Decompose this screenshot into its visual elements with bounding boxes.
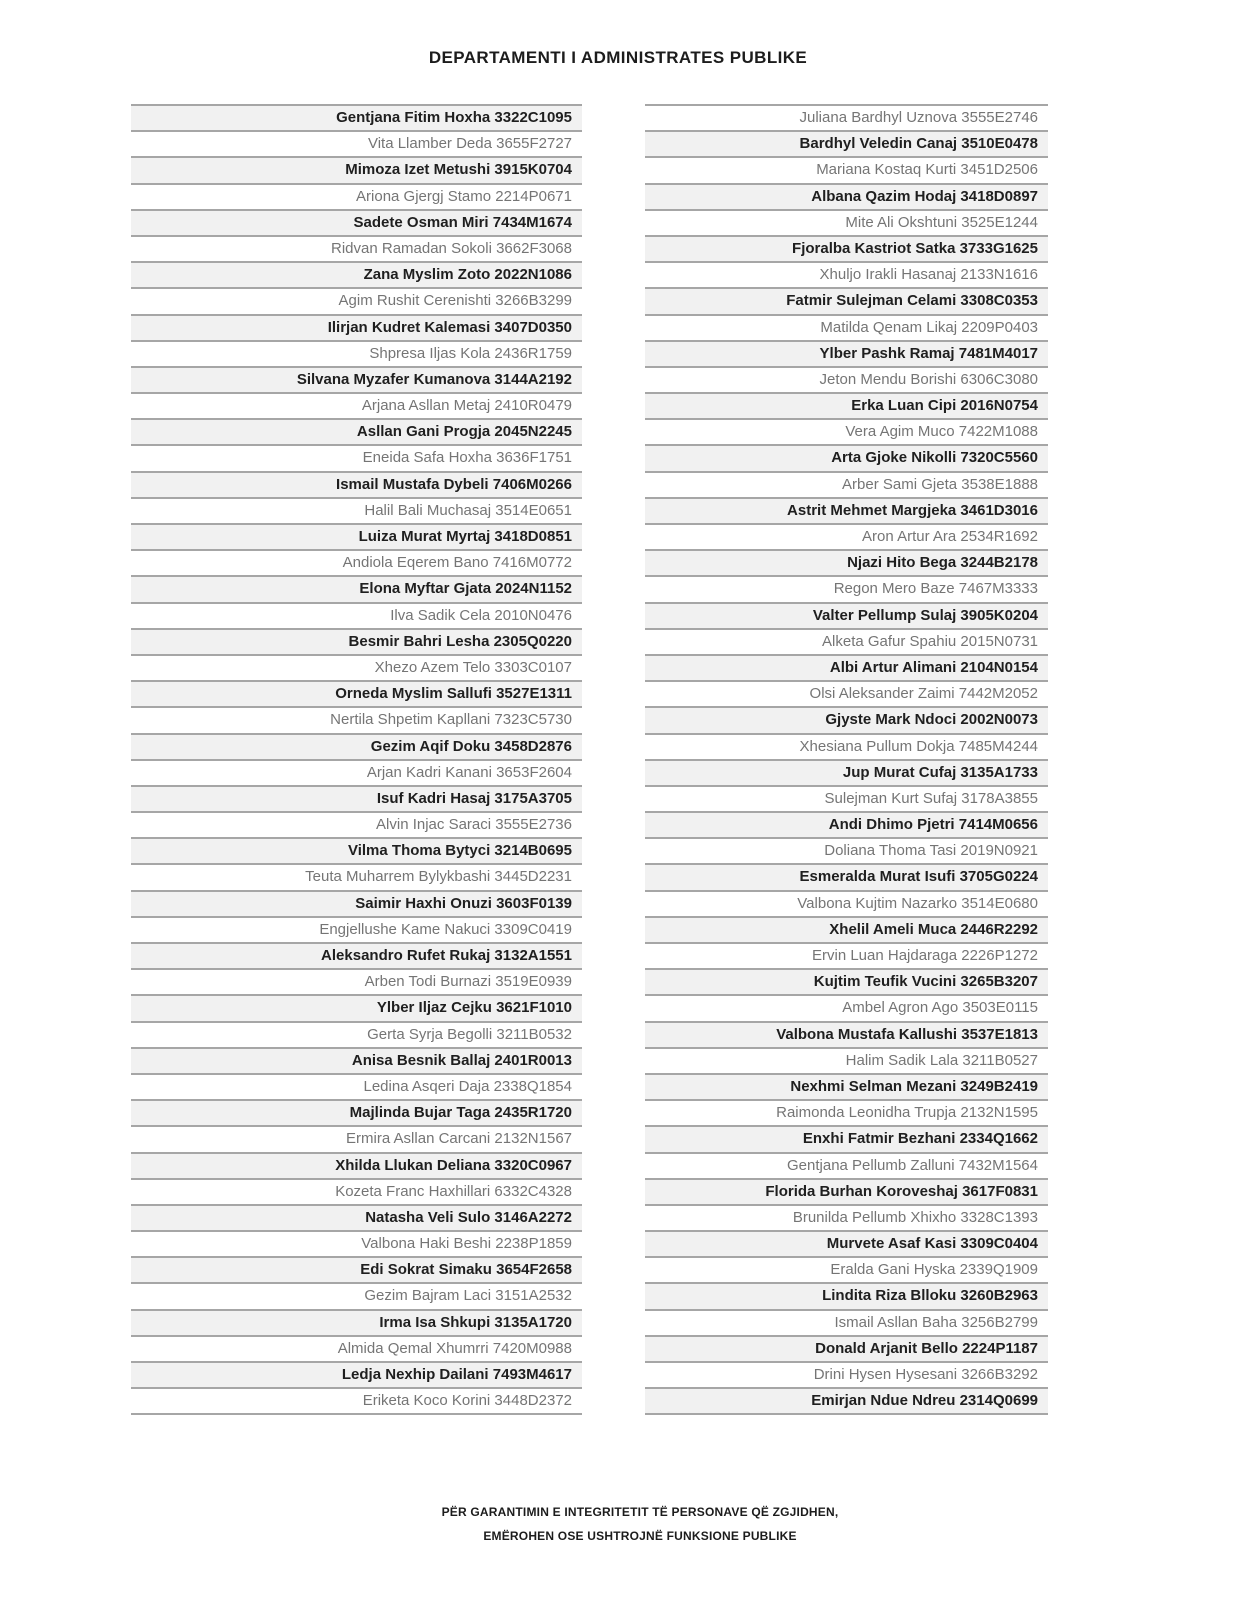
list-item: Vita Llamber Deda 3655F2727 bbox=[131, 132, 582, 158]
list-item: Agim Rushit Cerenishti 3266B3299 bbox=[131, 289, 582, 315]
list-item: Ilirjan Kudret Kalemasi 3407D0350 bbox=[131, 316, 582, 342]
list-item: Orneda Myslim Sallufi 3527E1311 bbox=[131, 682, 582, 708]
list-item: Anisa Besnik Ballaj 2401R0013 bbox=[131, 1049, 582, 1075]
list-item: Njazi Hito Bega 3244B2178 bbox=[645, 551, 1048, 577]
list-item: Silvana Myzafer Kumanova 3144A2192 bbox=[131, 368, 582, 394]
list-item: Irma Isa Shkupi 3135A1720 bbox=[131, 1311, 582, 1337]
list-item: Teuta Muharrem Bylykbashi 3445D2231 bbox=[131, 865, 582, 891]
list-item: Lindita Riza Blloku 3260B2963 bbox=[645, 1284, 1048, 1310]
footer-line-1: PËR GARANTIMIN E INTEGRITETIT TË PERSONAVE QË ZGJIDHEN, bbox=[441, 1505, 839, 1519]
list-item: Asllan Gani Progja 2045N2245 bbox=[131, 420, 582, 446]
list-item: Eneida Safa Hoxha 3636F1751 bbox=[131, 446, 582, 472]
list-item: Eriketa Koco Korini 3448D2372 bbox=[131, 1389, 582, 1415]
list-item: Majlinda Bujar Taga 2435R1720 bbox=[131, 1101, 582, 1127]
list-item: Jup Murat Cufaj 3135A1733 bbox=[645, 761, 1048, 787]
list-item: Raimonda Leonidha Trupja 2132N1595 bbox=[645, 1101, 1048, 1127]
list-item: Gjyste Mark Ndoci 2002N0073 bbox=[645, 708, 1048, 734]
list-item: Florida Burhan Koroveshaj 3617F0831 bbox=[645, 1180, 1048, 1206]
list-item: Edi Sokrat Simaku 3654F2658 bbox=[131, 1258, 582, 1284]
list-item: Mariana Kostaq Kurti 3451D2506 bbox=[645, 158, 1048, 184]
list-item: Ismail Asllan Baha 3256B2799 bbox=[645, 1311, 1048, 1337]
list-item: Donald Arjanit Bello 2224P1187 bbox=[645, 1337, 1048, 1363]
list-item: Saimir Haxhi Onuzi 3603F0139 bbox=[131, 892, 582, 918]
list-item: Aron Artur Ara 2534R1692 bbox=[645, 525, 1048, 551]
list-item: Murvete Asaf Kasi 3309C0404 bbox=[645, 1232, 1048, 1258]
list-item: Ismail Mustafa Dybeli 7406M0266 bbox=[131, 473, 582, 499]
page-title: DEPARTAMENTI I ADMINISTRATES PUBLIKE bbox=[428, 48, 808, 67]
list-item: Xhelil Ameli Muca 2446R2292 bbox=[645, 918, 1048, 944]
list-item: Fjoralba Kastriot Satka 3733G1625 bbox=[645, 237, 1048, 263]
list-item: Ridvan Ramadan Sokoli 3662F3068 bbox=[131, 237, 582, 263]
list-item: Almida Qemal Xhumrri 7420M0988 bbox=[131, 1337, 582, 1363]
name-list-right bbox=[645, 104, 1048, 1415]
list-item: Gezim Aqif Doku 3458D2876 bbox=[131, 735, 582, 761]
list-item: Besmir Bahri Lesha 2305Q0220 bbox=[131, 630, 582, 656]
list-item: Nexhmi Selman Mezani 3249B2419 bbox=[645, 1075, 1048, 1101]
list-item: Ledja Nexhip Dailani 7493M4617 bbox=[131, 1363, 582, 1389]
list-item: Ylber Iljaz Cejku 3621F1010 bbox=[131, 996, 582, 1022]
name-list-left bbox=[131, 104, 582, 1415]
list-item: Juliana Bardhyl Uznova 3555E2746 bbox=[645, 106, 1048, 132]
list-item: Arjan Kadri Kanani 3653F2604 bbox=[131, 761, 582, 787]
list-item: Ledina Asqeri Daja 2338Q1854 bbox=[131, 1075, 582, 1101]
list-item: Luiza Murat Myrtaj 3418D0851 bbox=[131, 525, 582, 551]
list-item: Xhesiana Pullum Dokja 7485M4244 bbox=[645, 735, 1048, 761]
list-item: Vilma Thoma Bytyci 3214B0695 bbox=[131, 839, 582, 865]
list-item: Astrit Mehmet Margjeka 3461D3016 bbox=[645, 499, 1048, 525]
list-item: Arber Sami Gjeta 3538E1888 bbox=[645, 473, 1048, 499]
list-item: Valbona Mustafa Kallushi 3537E1813 bbox=[645, 1023, 1048, 1049]
list-item: Albi Artur Alimani 2104N0154 bbox=[645, 656, 1048, 682]
list-item: Natasha Veli Sulo 3146A2272 bbox=[131, 1206, 582, 1232]
list-item: Ervin Luan Hajdaraga 2226P1272 bbox=[645, 944, 1048, 970]
list-item: Olsi Aleksander Zaimi 7442M2052 bbox=[645, 682, 1048, 708]
list-item: Xhuljo Irakli Hasanaj 2133N1616 bbox=[645, 263, 1048, 289]
list-item: Eralda Gani Hyska 2339Q1909 bbox=[645, 1258, 1048, 1284]
list-item: Ilva Sadik Cela 2010N0476 bbox=[131, 604, 582, 630]
list-item: Arben Todi Burnazi 3519E0939 bbox=[131, 970, 582, 996]
list-item: Kujtim Teufik Vucini 3265B3207 bbox=[645, 970, 1048, 996]
list-item: Ambel Agron Ago 3503E0115 bbox=[645, 996, 1048, 1022]
list-item: Gerta Syrja Begolli 3211B0532 bbox=[131, 1023, 582, 1049]
list-item: Elona Myftar Gjata 2024N1152 bbox=[131, 577, 582, 603]
list-item: Brunilda Pellumb Xhixho 3328C1393 bbox=[645, 1206, 1048, 1232]
list-item: Xhilda Llukan Deliana 3320C0967 bbox=[131, 1154, 582, 1180]
list-item: Albana Qazim Hodaj 3418D0897 bbox=[645, 185, 1048, 211]
list-item: Bardhyl Veledin Canaj 3510E0478 bbox=[645, 132, 1048, 158]
list-item: Halil Bali Muchasaj 3514E0651 bbox=[131, 499, 582, 525]
list-item: Valter Pellump Sulaj 3905K0204 bbox=[645, 604, 1048, 630]
list-item: Erka Luan Cipi 2016N0754 bbox=[645, 394, 1048, 420]
list-item: Gentjana Pellumb Zalluni 7432M1564 bbox=[645, 1154, 1048, 1180]
list-item: Sadete Osman Miri 7434M1674 bbox=[131, 211, 582, 237]
list-item: Arjana Asllan Metaj 2410R0479 bbox=[131, 394, 582, 420]
list-item: Alvin Injac Saraci 3555E2736 bbox=[131, 813, 582, 839]
list-item: Vera Agim Muco 7422M1088 bbox=[645, 420, 1048, 446]
list-item: Zana Myslim Zoto 2022N1086 bbox=[131, 263, 582, 289]
list-item: Isuf Kadri Hasaj 3175A3705 bbox=[131, 787, 582, 813]
list-item: Arta Gjoke Nikolli 7320C5560 bbox=[645, 446, 1048, 472]
list-item: Ylber Pashk Ramaj 7481M4017 bbox=[645, 342, 1048, 368]
list-item: Mite Ali Okshtuni 3525E1244 bbox=[645, 211, 1048, 237]
list-item: Xhezo Azem Telo 3303C0107 bbox=[131, 656, 582, 682]
list-item: Nertila Shpetim Kapllani 7323C5730 bbox=[131, 708, 582, 734]
page-footer bbox=[22, 1500, 1236, 1548]
list-item: Gezim Bajram Laci 3151A2532 bbox=[131, 1284, 582, 1310]
list-item: Enxhi Fatmir Bezhani 2334Q1662 bbox=[645, 1127, 1048, 1153]
list-item: Valbona Kujtim Nazarko 3514E0680 bbox=[645, 892, 1048, 918]
list-item: Drini Hysen Hysesani 3266B3292 bbox=[645, 1363, 1048, 1389]
list-item: Valbona Haki Beshi 2238P1859 bbox=[131, 1232, 582, 1258]
list-item: Ermira Asllan Carcani 2132N1567 bbox=[131, 1127, 582, 1153]
footer-line-2: EMËROHEN OSE USHTROJNË FUNKSIONE PUBLIKE bbox=[483, 1529, 797, 1543]
list-item: Emirjan Ndue Ndreu 2314Q0699 bbox=[645, 1389, 1048, 1415]
list-item: Fatmir Sulejman Celami 3308C0353 bbox=[645, 289, 1048, 315]
list-item: Shpresa Iljas Kola 2436R1759 bbox=[131, 342, 582, 368]
list-item: Halim Sadik Lala 3211B0527 bbox=[645, 1049, 1048, 1075]
list-item: Kozeta Franc Haxhillari 6332C4328 bbox=[131, 1180, 582, 1206]
list-item: Andi Dhimo Pjetri 7414M0656 bbox=[645, 813, 1048, 839]
list-item: Esmeralda Murat Isufi 3705G0224 bbox=[645, 865, 1048, 891]
list-item: Matilda Qenam Likaj 2209P0403 bbox=[645, 316, 1048, 342]
list-item: Ariona Gjergj Stamo 2214P0671 bbox=[131, 185, 582, 211]
list-item: Doliana Thoma Tasi 2019N0921 bbox=[645, 839, 1048, 865]
list-item: Regon Mero Baze 7467M3333 bbox=[645, 577, 1048, 603]
list-item: Mimoza Izet Metushi 3915K0704 bbox=[131, 158, 582, 184]
list-item: Jeton Mendu Borishi 6306C3080 bbox=[645, 368, 1048, 394]
list-item: Sulejman Kurt Sufaj 3178A3855 bbox=[645, 787, 1048, 813]
list-item: Andiola Eqerem Bano 7416M0772 bbox=[131, 551, 582, 577]
list-item: Alketa Gafur Spahiu 2015N0731 bbox=[645, 630, 1048, 656]
list-item: Gentjana Fitim Hoxha 3322C1095 bbox=[131, 106, 582, 132]
list-item: Aleksandro Rufet Rukaj 3132A1551 bbox=[131, 944, 582, 970]
list-item: Engjellushe Kame Nakuci 3309C0419 bbox=[131, 918, 582, 944]
